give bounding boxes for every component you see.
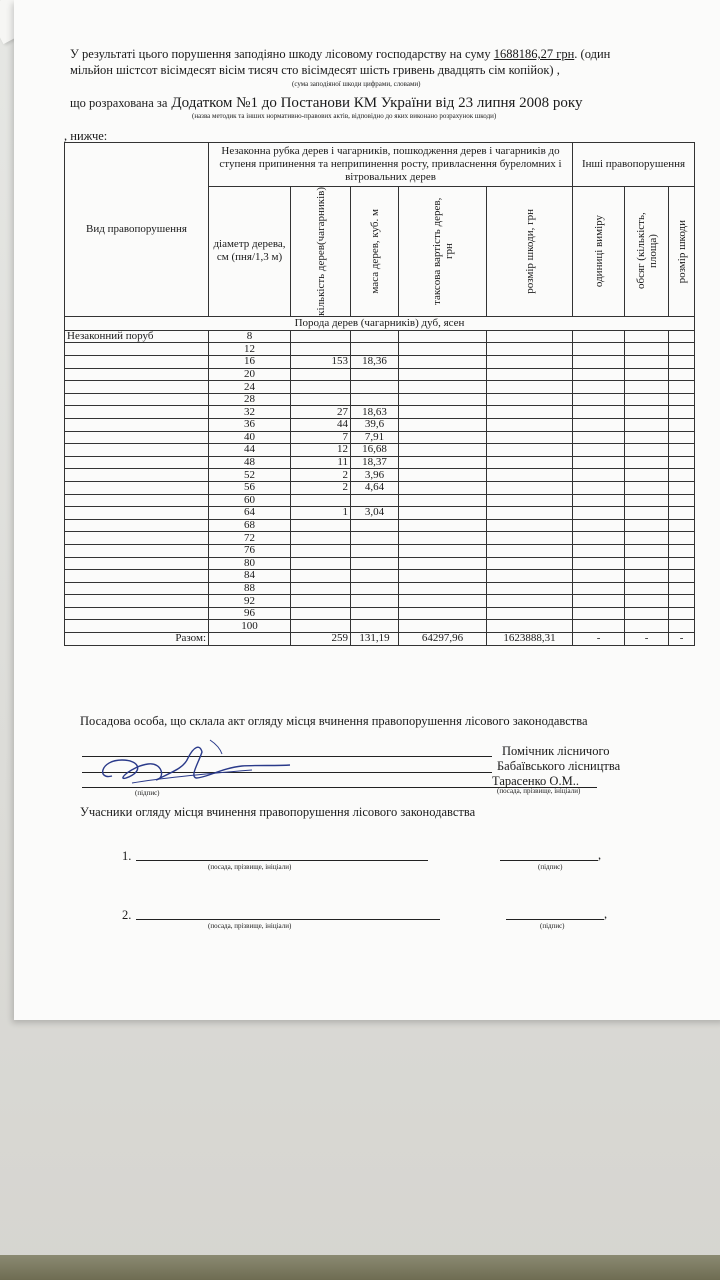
cell-violation <box>65 481 209 494</box>
cell-diameter: 8 <box>209 330 291 343</box>
total-label: Разом: <box>65 633 209 646</box>
cell-tax <box>399 532 487 545</box>
cell-mass <box>351 381 399 394</box>
cell-tax <box>399 418 487 431</box>
cell-violation <box>65 557 209 570</box>
cell-count <box>291 582 351 595</box>
cell-diameter: 64 <box>209 507 291 520</box>
cell-units <box>573 343 625 356</box>
cell-diameter: 76 <box>209 544 291 557</box>
cell-damage-other <box>669 381 695 394</box>
participant-2-line <box>136 919 440 920</box>
table-row <box>65 444 695 457</box>
table-row <box>65 406 695 419</box>
cell-count: 153 <box>291 356 351 369</box>
cell-volume <box>625 393 669 406</box>
cell-diameter: 80 <box>209 557 291 570</box>
comma: , <box>604 907 608 921</box>
cell-volume <box>625 557 669 570</box>
cell-violation <box>65 544 209 557</box>
table-row <box>65 469 695 482</box>
cell-diameter: 100 <box>209 620 291 633</box>
cell-violation: Незаконний поруб <box>65 330 209 343</box>
cell-damage-other <box>669 431 695 444</box>
cell-damage-other <box>669 393 695 406</box>
table-row <box>65 595 695 608</box>
cell-damage-other <box>669 356 695 369</box>
cell-mass <box>351 330 399 343</box>
cell-count <box>291 494 351 507</box>
cell-units <box>573 620 625 633</box>
header-other-violations: Інші правопорушення <box>573 143 695 187</box>
participants-heading: Учасники огляду місця вчинення правопорушення лісового законодавства <box>80 805 476 819</box>
comma: , <box>598 848 602 862</box>
table-row <box>65 494 695 507</box>
cell-diameter: 84 <box>209 570 291 583</box>
participant-1-sign-line <box>500 860 598 861</box>
calculation-basis-line <box>70 94 582 112</box>
cell-units <box>573 519 625 532</box>
cell-count: 2 <box>291 469 351 482</box>
header-volume: обсяг (кількість, площа) <box>634 213 659 290</box>
total-diameter <box>209 633 291 646</box>
cell-damage <box>487 444 573 457</box>
cell-damage <box>487 519 573 532</box>
cell-tax <box>399 557 487 570</box>
cell-diameter: 60 <box>209 494 291 507</box>
header-units: одиниці виміру <box>592 215 605 288</box>
cell-units <box>573 481 625 494</box>
calculation-basis-value: Додатком №1 до Постанови КМ України від 23 липня 2008 року <box>171 95 583 111</box>
cell-mass: 3,04 <box>351 507 399 520</box>
cell-mass <box>351 544 399 557</box>
cell-tax <box>399 393 487 406</box>
cell-damage <box>487 582 573 595</box>
participant-1-caption: (посада, прізвище, ініціали) <box>208 863 292 871</box>
cell-violation <box>65 431 209 444</box>
cell-tax <box>399 368 487 381</box>
cell-tax <box>399 481 487 494</box>
cell-violation <box>65 393 209 406</box>
cell-damage <box>487 418 573 431</box>
cell-units <box>573 418 625 431</box>
header-count: кількість дерев(чагарників) <box>314 187 327 316</box>
cell-units <box>573 456 625 469</box>
cell-count <box>291 607 351 620</box>
table-row <box>65 582 695 595</box>
below-label: , нижче: <box>64 129 108 143</box>
cell-damage <box>487 557 573 570</box>
cell-count <box>291 393 351 406</box>
cell-diameter: 28 <box>209 393 291 406</box>
cell-diameter: 92 <box>209 595 291 608</box>
total-row <box>65 633 695 646</box>
cell-count: 2 <box>291 481 351 494</box>
cell-mass <box>351 368 399 381</box>
cell-damage-other <box>669 570 695 583</box>
cell-volume <box>625 456 669 469</box>
total-tax: 64297,96 <box>399 633 487 646</box>
cell-damage <box>487 595 573 608</box>
caption-position: (посада, прізвище, ініціали) <box>497 787 581 795</box>
cell-count <box>291 519 351 532</box>
cell-volume <box>625 469 669 482</box>
cell-units <box>573 570 625 583</box>
cell-count <box>291 532 351 545</box>
cell-violation <box>65 532 209 545</box>
cell-damage-other <box>669 519 695 532</box>
cell-damage <box>487 343 573 356</box>
cell-count <box>291 343 351 356</box>
table-row <box>65 368 695 381</box>
cell-diameter: 52 <box>209 469 291 482</box>
cell-mass <box>351 393 399 406</box>
cell-damage-other <box>669 620 695 633</box>
cell-diameter: 96 <box>209 607 291 620</box>
cell-tax <box>399 519 487 532</box>
cell-volume <box>625 582 669 595</box>
total-units: - <box>573 633 625 646</box>
cell-count <box>291 368 351 381</box>
cell-tax <box>399 544 487 557</box>
cell-damage <box>487 330 573 343</box>
cell-violation <box>65 381 209 394</box>
cell-damage-other <box>669 544 695 557</box>
table-row <box>65 544 695 557</box>
cell-damage <box>487 544 573 557</box>
cell-damage <box>487 368 573 381</box>
cell-mass <box>351 582 399 595</box>
cell-units <box>573 469 625 482</box>
cell-volume <box>625 494 669 507</box>
cell-violation <box>65 418 209 431</box>
cell-mass <box>351 620 399 633</box>
table-row <box>65 456 695 469</box>
cell-tax <box>399 507 487 520</box>
participant-1-line <box>136 860 428 861</box>
cell-count <box>291 330 351 343</box>
cell-tax <box>399 570 487 583</box>
official-name: Тарасенко О.М.. <box>492 774 579 788</box>
cell-violation <box>65 444 209 457</box>
cell-count: 27 <box>291 406 351 419</box>
cell-damage <box>487 481 573 494</box>
cell-volume <box>625 544 669 557</box>
table-body <box>65 330 695 645</box>
table-row <box>65 620 695 633</box>
cell-volume <box>625 381 669 394</box>
damage-table <box>64 142 695 646</box>
participant-2-number: 2. <box>122 908 132 922</box>
cell-count <box>291 620 351 633</box>
cell-units <box>573 582 625 595</box>
cell-units <box>573 368 625 381</box>
cell-violation <box>65 469 209 482</box>
cell-count: 1 <box>291 507 351 520</box>
cell-diameter: 20 <box>209 368 291 381</box>
cell-tax <box>399 607 487 620</box>
cell-violation <box>65 519 209 532</box>
cell-volume <box>625 620 669 633</box>
cell-damage <box>487 356 573 369</box>
cell-mass: 16,68 <box>351 444 399 457</box>
cell-damage-other <box>669 481 695 494</box>
cell-damage-other <box>669 418 695 431</box>
cell-volume <box>625 368 669 381</box>
header-violation-type: Вид правопорушення <box>65 143 209 317</box>
total-damage-other: - <box>669 633 695 646</box>
cell-diameter: 24 <box>209 381 291 394</box>
cell-damage <box>487 570 573 583</box>
cell-mass <box>351 607 399 620</box>
cell-units <box>573 607 625 620</box>
header-tax-value: таксова вартість дерев, грн <box>430 197 455 306</box>
table-row <box>65 607 695 620</box>
caption-method: (назва методик та інших нормативно-правових актів, відповідно до яких виконано розрахунок шкоди) <box>192 112 497 120</box>
cell-units <box>573 406 625 419</box>
cell-tax <box>399 469 487 482</box>
cell-count <box>291 381 351 394</box>
cell-volume <box>625 519 669 532</box>
cell-mass: 7,91 <box>351 431 399 444</box>
cell-damage <box>487 381 573 394</box>
damage-sum-line <box>70 47 720 62</box>
cell-damage-other <box>669 444 695 457</box>
cell-violation <box>65 368 209 381</box>
cell-diameter: 68 <box>209 519 291 532</box>
cell-units <box>573 356 625 369</box>
cell-diameter: 88 <box>209 582 291 595</box>
cell-tax <box>399 595 487 608</box>
official-position: Помічник лісничого <box>502 744 610 758</box>
cell-diameter: 12 <box>209 343 291 356</box>
table-row <box>65 507 695 520</box>
cell-count: 11 <box>291 456 351 469</box>
cell-damage <box>487 532 573 545</box>
table-row <box>65 381 695 394</box>
official-forestry: Бабаївського лісництва <box>497 759 621 773</box>
cell-tax <box>399 582 487 595</box>
cell-mass <box>351 557 399 570</box>
cell-violation <box>65 343 209 356</box>
table-row <box>65 557 695 570</box>
participant-2-caption: (посада, прізвище, ініціали) <box>208 922 292 930</box>
header-illegal-felling: Незаконна рубка дерев і чагарників, пошкодження дерев і чагарників до ступеня припинення та неприпинення росту, привласнення буреломних і вітровальних дерев <box>209 143 573 187</box>
calculation-basis-label: що розрахована за <box>70 96 168 110</box>
cell-units <box>573 532 625 545</box>
caption-sum: (сума заподіяної шкоди цифрами, словами) <box>292 80 421 88</box>
fabric-surface <box>0 1255 720 1280</box>
header-diameter: діаметр дерева, см (пня/1,3 м) <box>209 187 291 317</box>
table-row <box>65 519 695 532</box>
cell-violation <box>65 582 209 595</box>
cell-damage <box>487 494 573 507</box>
cell-volume <box>625 532 669 545</box>
table-row <box>65 481 695 494</box>
total-volume: - <box>625 633 669 646</box>
cell-count: 44 <box>291 418 351 431</box>
cell-mass: 4,64 <box>351 481 399 494</box>
cell-violation <box>65 507 209 520</box>
cell-mass <box>351 532 399 545</box>
cell-mass: 18,63 <box>351 406 399 419</box>
cell-tax <box>399 343 487 356</box>
cell-tax <box>399 444 487 457</box>
cell-damage-other <box>669 607 695 620</box>
official-heading: Посадова особа, що склала акт огляду місця вчинення правопорушення лісового законодавства <box>80 714 588 728</box>
cell-mass <box>351 570 399 583</box>
cell-mass: 3,96 <box>351 469 399 482</box>
cell-diameter: 16 <box>209 356 291 369</box>
cell-diameter: 48 <box>209 456 291 469</box>
cell-tax <box>399 494 487 507</box>
cell-violation <box>65 494 209 507</box>
cell-damage-other <box>669 368 695 381</box>
cell-tax <box>399 356 487 369</box>
cell-units <box>573 444 625 457</box>
table-row <box>65 330 695 343</box>
cell-violation <box>65 607 209 620</box>
cell-tax <box>399 456 487 469</box>
cell-volume <box>625 330 669 343</box>
cell-damage <box>487 431 573 444</box>
cell-volume <box>625 343 669 356</box>
cell-count <box>291 595 351 608</box>
damage-sum-tail: . (один <box>574 47 611 61</box>
cell-volume <box>625 406 669 419</box>
damage-sum-words: мільйон шістсот вісімдесят вісім тисяч сто вісімдесят шість гривень двадцять сім копійок) , <box>70 63 560 77</box>
cell-volume <box>625 444 669 457</box>
cell-damage-other <box>669 494 695 507</box>
species-row: Порода дерев (чагарників) дуб, ясен <box>65 316 695 330</box>
cell-volume <box>625 595 669 608</box>
cell-diameter: 40 <box>209 431 291 444</box>
cell-violation <box>65 620 209 633</box>
table-row <box>65 418 695 431</box>
cell-tax <box>399 381 487 394</box>
cell-units <box>573 330 625 343</box>
cell-violation <box>65 406 209 419</box>
cell-damage-other <box>669 507 695 520</box>
caption-signature: (підпис) <box>135 789 160 797</box>
cell-damage <box>487 456 573 469</box>
cell-damage-other <box>669 595 695 608</box>
table-row <box>65 431 695 444</box>
cell-count: 12 <box>291 444 351 457</box>
total-mass: 131,19 <box>351 633 399 646</box>
cell-volume <box>625 356 669 369</box>
cell-count: 7 <box>291 431 351 444</box>
cell-damage-other <box>669 343 695 356</box>
cell-damage-other <box>669 469 695 482</box>
cell-violation <box>65 356 209 369</box>
cell-damage-other <box>669 582 695 595</box>
cell-units <box>573 595 625 608</box>
cell-violation <box>65 456 209 469</box>
cell-volume <box>625 607 669 620</box>
table-row <box>65 343 695 356</box>
cell-damage <box>487 507 573 520</box>
cell-damage-other <box>669 456 695 469</box>
cell-units <box>573 494 625 507</box>
cell-tax <box>399 330 487 343</box>
total-damage: 1623888,31 <box>487 633 573 646</box>
cell-diameter: 36 <box>209 418 291 431</box>
participant-2-sign-caption: (підпис) <box>540 922 565 930</box>
header-damage: розмір шкоди, грн <box>523 209 536 294</box>
damage-amount: 1688186,27 грн <box>493 47 575 61</box>
cell-damage <box>487 607 573 620</box>
cell-units <box>573 544 625 557</box>
cell-units <box>573 393 625 406</box>
cell-units <box>573 557 625 570</box>
handwritten-signature <box>92 738 292 793</box>
cell-mass <box>351 343 399 356</box>
cell-diameter: 32 <box>209 406 291 419</box>
cell-units <box>573 381 625 394</box>
cell-diameter: 72 <box>209 532 291 545</box>
cell-diameter: 56 <box>209 481 291 494</box>
table-row <box>65 356 695 369</box>
cell-damage-other <box>669 330 695 343</box>
cell-volume <box>625 507 669 520</box>
cell-count <box>291 557 351 570</box>
header-damage-other: розмір шкоди <box>675 219 688 284</box>
total-count: 259 <box>291 633 351 646</box>
table-row <box>65 532 695 545</box>
cell-tax <box>399 431 487 444</box>
table-row <box>65 393 695 406</box>
cell-tax <box>399 620 487 633</box>
cell-count <box>291 570 351 583</box>
cell-damage <box>487 406 573 419</box>
participant-1-sign-caption: (підпис) <box>538 863 563 871</box>
cell-volume <box>625 431 669 444</box>
cell-damage-other <box>669 557 695 570</box>
cell-volume <box>625 418 669 431</box>
cell-mass: 39,6 <box>351 418 399 431</box>
participant-2-sign-line <box>506 919 604 920</box>
cell-damage <box>487 620 573 633</box>
cell-violation <box>65 570 209 583</box>
cell-mass: 18,36 <box>351 356 399 369</box>
table-row <box>65 570 695 583</box>
cell-violation <box>65 595 209 608</box>
cell-damage-other <box>669 532 695 545</box>
damage-sum-text: У результаті цього порушення заподіяно шкоду лісовому господарству на суму <box>70 47 491 61</box>
cell-units <box>573 431 625 444</box>
cell-units <box>573 507 625 520</box>
cell-mass <box>351 595 399 608</box>
cell-volume <box>625 481 669 494</box>
cell-mass <box>351 494 399 507</box>
header-mass: маса дерев, куб. м <box>368 209 381 294</box>
cell-damage <box>487 393 573 406</box>
participant-1-number: 1. <box>122 849 132 863</box>
cell-volume <box>625 570 669 583</box>
cell-diameter: 44 <box>209 444 291 457</box>
cell-mass: 18,37 <box>351 456 399 469</box>
cell-mass <box>351 519 399 532</box>
cell-count <box>291 544 351 557</box>
cell-tax <box>399 406 487 419</box>
cell-damage-other <box>669 406 695 419</box>
cell-damage <box>487 469 573 482</box>
